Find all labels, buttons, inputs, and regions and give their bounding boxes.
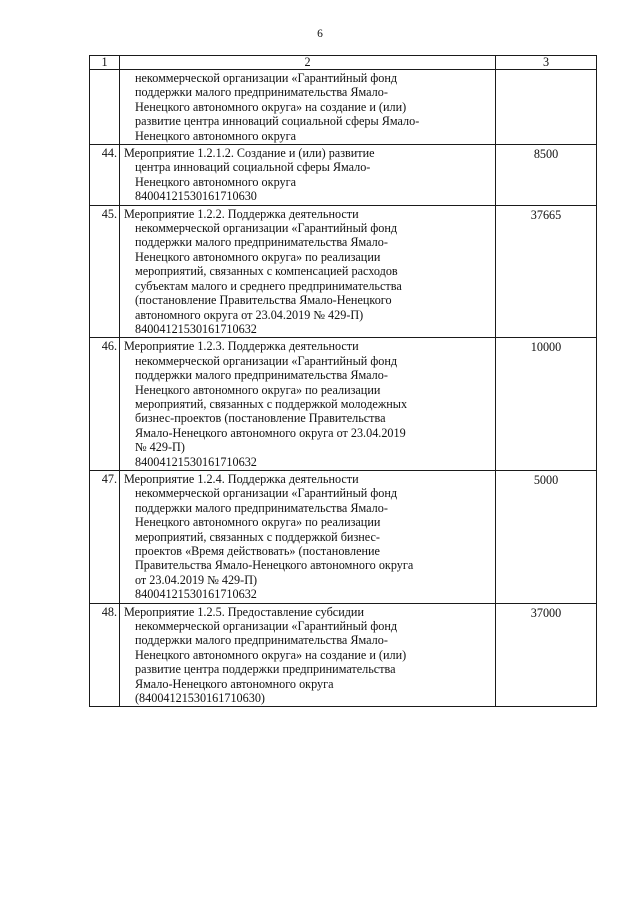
row-number: 44. — [90, 145, 120, 206]
row-description — [120, 70, 496, 145]
row-amount: 5000 — [496, 470, 597, 603]
description-line: некоммерческой организации «Гарантийный фонд — [135, 221, 398, 236]
row-number: 47. — [90, 470, 120, 603]
row-number: 45. — [90, 205, 120, 338]
table-header — [90, 56, 597, 70]
row-amount: 8500 — [496, 145, 597, 206]
description-line: (84004121530161710630) — [135, 691, 265, 706]
description-line: Ненецкого автономного округа» по реализации — [135, 249, 381, 264]
description-line: мероприятий, связанных с компенсацией расходов — [135, 264, 398, 279]
description-line: бизнес-проектов (постановление Правительства — [135, 411, 386, 426]
description-line: Ненецкого автономного округа» по реализации — [135, 382, 381, 397]
row-amount: 37000 — [496, 603, 597, 707]
description-line: от 23.04.2019 № 429-П) — [135, 572, 258, 587]
description-line: некоммерческой организации «Гарантийный фонд — [135, 353, 398, 368]
description-line: проектов «Время действовать» (постановление — [135, 544, 380, 558]
row-amount — [496, 70, 597, 145]
row-amount: 37665 — [496, 205, 597, 338]
continuation-row — [90, 70, 597, 145]
table-row — [90, 145, 597, 206]
description-line: 84004121530161710632 — [135, 454, 257, 469]
description-line: центра инноваций социальной сферы Ямало- — [135, 160, 371, 175]
description-line: Ямало-Ненецкого автономного округа — [135, 676, 334, 691]
row-number — [90, 70, 120, 145]
page-number: 6 — [317, 28, 323, 40]
description-line: некоммерческой организации «Гарантийный фонд — [135, 486, 398, 501]
description-line: Мероприятие 1.2.1.2. Создание и (или) развитие — [124, 146, 375, 161]
column-header-2: 2 — [120, 56, 496, 70]
description-line: некоммерческой организации «Гарантийный фонд — [135, 71, 398, 85]
description-line: автономного округа от 23.04.2019 № 429-П) — [135, 307, 364, 322]
description-line: (постановление Правительства Ямало-Ненецкого — [135, 293, 392, 308]
description-line: развитие центра инноваций социальной сферы Ямало- — [135, 114, 420, 129]
table-body — [90, 70, 597, 707]
row-description — [120, 145, 496, 206]
description-line: Мероприятие 1.2.3. Поддержка деятельности — [124, 339, 359, 354]
row-description — [120, 205, 496, 338]
description-line: поддержки малого предпринимательства Ямало- — [135, 235, 388, 250]
row-number: 48. — [90, 603, 120, 707]
description-line: Ненецкого автономного округа» по реализации — [135, 515, 381, 530]
description-line: поддержки малого предпринимательства Ямало- — [135, 368, 388, 383]
row-description — [120, 338, 496, 471]
description-line: поддержки малого предпринимательства Ямало- — [135, 85, 388, 100]
description-line: 84004121530161710632 — [135, 321, 257, 336]
description-line: 84004121530161710632 — [135, 587, 257, 602]
column-header-3: 3 — [496, 56, 597, 70]
description-line: Мероприятие 1.2.4. Поддержка деятельности — [124, 471, 359, 486]
description-line: поддержки малого предпринимательства Ямало- — [135, 500, 388, 515]
table-row — [90, 603, 597, 707]
description-line: субъектам малого и среднего предпринимательства — [135, 278, 402, 293]
description-line: Мероприятие 1.2.2. Поддержка деятельности — [124, 206, 359, 221]
measures-table — [89, 55, 597, 707]
description-line: мероприятий, связанных с поддержкой бизнес- — [135, 529, 380, 544]
description-line: Мероприятие 1.2.5. Предоставление субсидии — [124, 604, 364, 619]
description-line: мероприятий, связанных с поддержкой молодежных — [135, 396, 408, 411]
description-line: 84004121530161710630 — [135, 189, 257, 204]
row-description — [120, 470, 496, 603]
description-line: № 429-П) — [135, 440, 185, 455]
row-amount: 10000 — [496, 338, 597, 471]
column-header-1: 1 — [90, 56, 120, 70]
row-description — [120, 603, 496, 707]
header-row — [90, 56, 597, 70]
row-number: 46. — [90, 338, 120, 471]
description-line: Ненецкого автономного округа» на создание и (или) — [135, 647, 407, 662]
table-row — [90, 470, 597, 603]
description-line: Ненецкого автономного округа — [135, 128, 297, 143]
description-line: Правительства Ямало-Ненецкого автономного округа — [135, 558, 414, 573]
description-line: поддержки малого предпринимательства Ямало- — [135, 633, 388, 648]
description-line: развитие центра поддержки предпринимательства — [135, 662, 396, 677]
description-line: Ненецкого автономного округа — [135, 174, 297, 189]
table-row — [90, 205, 597, 338]
description-line: Ямало-Ненецкого автономного округа от 23.04.2019 — [135, 425, 406, 440]
description-line: некоммерческой организации «Гарантийный фонд — [135, 619, 398, 634]
description-line: Ненецкого автономного округа» на создание и (или) — [135, 99, 407, 114]
table-row — [90, 338, 597, 471]
